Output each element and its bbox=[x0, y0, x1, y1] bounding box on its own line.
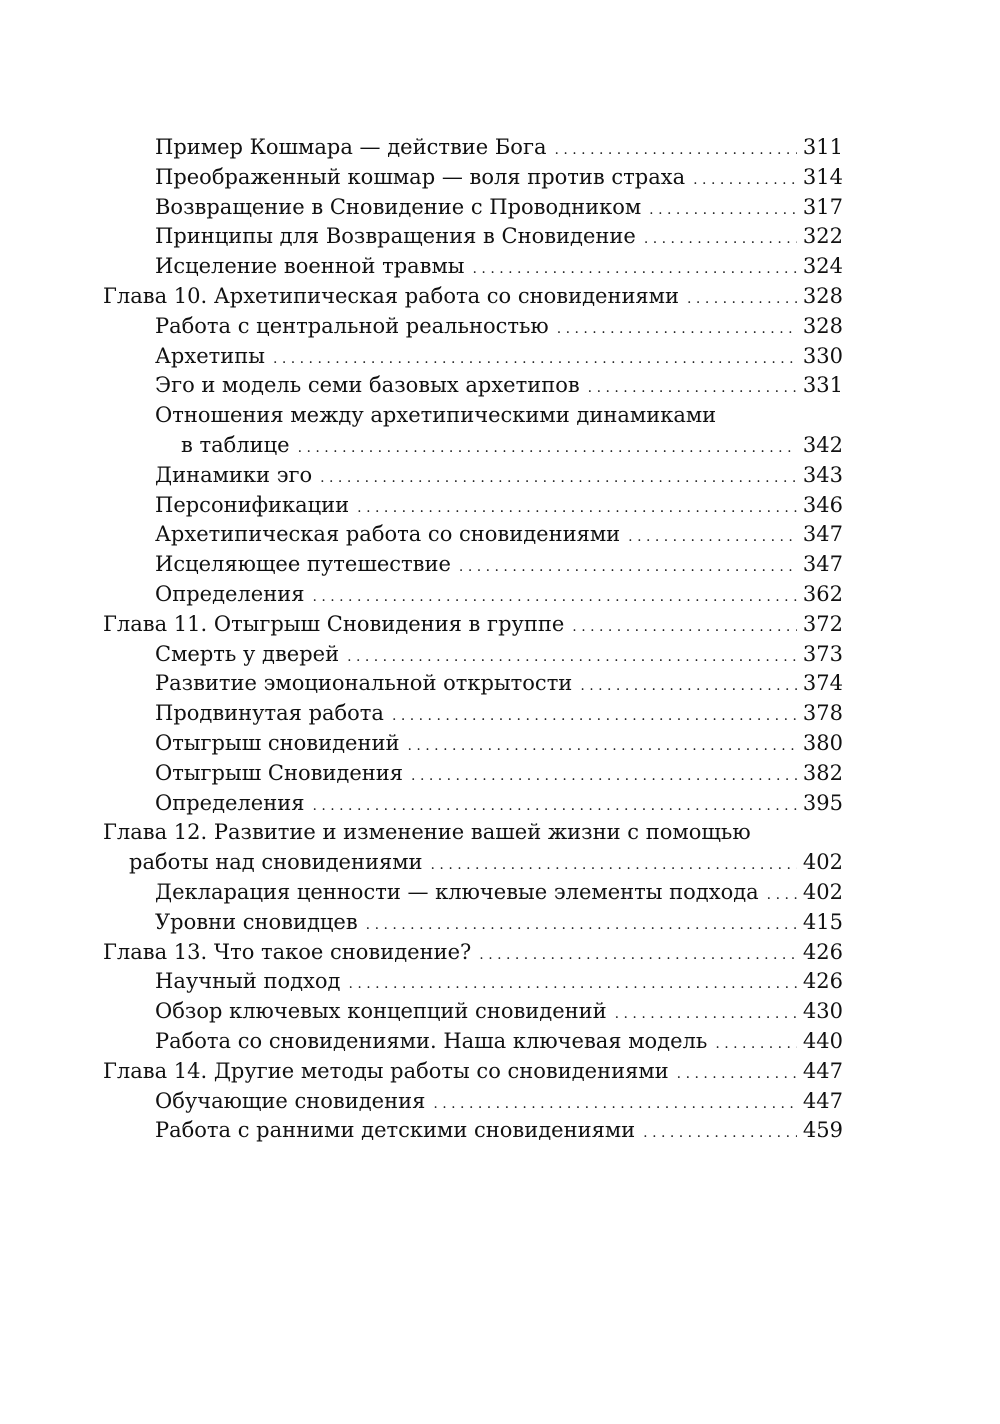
dot-leader bbox=[347, 640, 797, 673]
toc-entry-title: Глава 13. Что такое сновидение? bbox=[103, 939, 472, 964]
toc-section-entry bbox=[103, 491, 843, 521]
dot-leader bbox=[431, 848, 797, 881]
toc-entry-title: Глава 14. Другие методы работы со сновидениями bbox=[103, 1058, 669, 1083]
toc-section-entry bbox=[103, 967, 843, 997]
dot-leader bbox=[615, 997, 797, 1030]
toc-chapter-entry bbox=[103, 818, 843, 848]
toc-section-entry bbox=[103, 640, 843, 670]
toc-section-entry bbox=[103, 550, 843, 580]
toc-page-number: 362 bbox=[802, 581, 843, 606]
toc-chapter-entry bbox=[103, 1057, 843, 1087]
toc-page-number: 372 bbox=[802, 611, 843, 636]
dot-leader bbox=[580, 669, 797, 702]
toc-entry-title: Смерть у дверей bbox=[155, 641, 340, 666]
dot-leader bbox=[479, 938, 797, 971]
toc-page-number: 342 bbox=[802, 432, 843, 457]
dot-leader bbox=[407, 729, 796, 762]
dot-leader bbox=[357, 491, 797, 524]
toc-section-entry bbox=[103, 401, 843, 431]
toc-section-entry bbox=[103, 699, 843, 729]
toc-page-number: 440 bbox=[802, 1028, 843, 1053]
toc-entry-title: Преображенный кошмар — воля против страха bbox=[155, 164, 686, 189]
toc-section-entry bbox=[103, 431, 843, 461]
toc-page-number: 317 bbox=[802, 194, 843, 219]
toc-section-entry bbox=[103, 580, 843, 610]
toc-section-entry bbox=[103, 759, 843, 789]
toc-entry-title: Обучающие сновидения bbox=[155, 1088, 426, 1113]
toc-page-number: 343 bbox=[802, 462, 843, 487]
toc-section-entry bbox=[103, 729, 843, 759]
toc-entry-title: Архетипы bbox=[155, 343, 265, 368]
toc-page-number: 374 bbox=[802, 671, 843, 696]
toc-entry-title: Обзор ключевых концепций сновидений bbox=[155, 999, 607, 1024]
dot-leader bbox=[348, 967, 796, 1000]
toc-chapter-entry bbox=[103, 848, 843, 878]
toc-section-entry bbox=[103, 878, 843, 908]
toc-page-number: 447 bbox=[802, 1088, 843, 1113]
toc-page-number: 322 bbox=[802, 224, 843, 249]
toc-entry-title: Декларация ценности — ключевые элементы подхода bbox=[155, 879, 759, 904]
toc-section-entry bbox=[103, 461, 843, 491]
toc-entry-title: Эго и модель семи базовых архетипов bbox=[155, 373, 580, 398]
toc-section-entry bbox=[103, 312, 843, 342]
toc-entry-title: Архетипическая работа со сновидениями bbox=[155, 522, 621, 547]
toc-entry-title: Пример Кошмара — действие Бога bbox=[155, 135, 547, 159]
toc-page-number: 426 bbox=[802, 969, 843, 994]
toc-entry-title: Принципы для Возвращения в Сновидение bbox=[155, 224, 636, 249]
toc-page-number: 378 bbox=[802, 701, 843, 726]
toc-entry-title: Научный подход bbox=[155, 969, 341, 994]
toc-section-entry bbox=[103, 222, 843, 252]
dot-leader bbox=[366, 908, 797, 941]
toc-entry-title: Глава 11. Отыгрыш Сновидения в группе bbox=[103, 611, 565, 636]
toc-page-number: 346 bbox=[802, 492, 843, 517]
toc-section-entry bbox=[103, 252, 843, 282]
dot-leader bbox=[557, 312, 797, 345]
toc-page-number: 347 bbox=[802, 552, 843, 577]
toc-section-entry bbox=[103, 789, 843, 819]
toc-page-number: 314 bbox=[802, 164, 843, 189]
toc-page-number: 328 bbox=[802, 313, 843, 338]
dot-leader bbox=[459, 550, 797, 583]
toc-chapter-entry bbox=[103, 938, 843, 968]
dot-leader bbox=[643, 1116, 797, 1149]
toc-page-number: 324 bbox=[802, 254, 843, 279]
dot-leader bbox=[649, 193, 797, 226]
toc-entry-title: Развитие эмоциональной открытости bbox=[155, 671, 573, 696]
toc-section-entry bbox=[103, 371, 843, 401]
dot-leader bbox=[628, 520, 797, 553]
toc-section-entry bbox=[103, 1027, 843, 1057]
toc-page-number: 328 bbox=[802, 283, 843, 308]
toc-chapter-entry bbox=[103, 282, 843, 312]
toc-entry-title: Глава 10. Архетипическая работа со сновидениями bbox=[103, 283, 680, 308]
toc-page-number: 395 bbox=[802, 790, 843, 815]
toc-section-entry bbox=[103, 1116, 843, 1146]
toc-entry-title: Исцеление военной травмы bbox=[155, 254, 465, 279]
dot-leader bbox=[433, 1087, 797, 1120]
dot-leader bbox=[473, 252, 797, 285]
toc-entry-title: Отношения между архетипическими динамиками bbox=[155, 403, 717, 428]
dot-leader bbox=[715, 1027, 797, 1060]
toc-entry-title: Исцеляющее путешествие bbox=[155, 552, 451, 577]
dot-leader bbox=[320, 461, 797, 494]
toc-page-number: 402 bbox=[802, 850, 843, 875]
toc-page-number: 330 bbox=[802, 343, 843, 368]
dot-leader bbox=[554, 133, 796, 166]
toc-section-entry bbox=[103, 1087, 843, 1117]
toc-section-entry bbox=[103, 163, 843, 193]
toc-entry-title: Персонификации bbox=[155, 492, 350, 517]
dot-leader bbox=[677, 1057, 797, 1090]
toc-page-number: 331 bbox=[802, 373, 843, 398]
dot-leader bbox=[298, 431, 797, 464]
toc-entry-title: в таблице bbox=[181, 432, 290, 457]
dot-leader bbox=[312, 789, 796, 822]
dot-leader bbox=[588, 371, 797, 404]
toc-section-entry bbox=[103, 520, 843, 550]
dot-leader bbox=[273, 342, 797, 375]
toc-section-entry bbox=[103, 133, 843, 163]
toc-entry-title: Возвращение в Сновидение с Проводником bbox=[155, 194, 642, 219]
toc-page-number: 426 bbox=[802, 939, 843, 964]
toc-entry-title: работы над сновидениями bbox=[129, 850, 423, 875]
toc-entry-title: Определения bbox=[155, 790, 305, 815]
dot-leader bbox=[687, 282, 797, 315]
dot-leader bbox=[572, 610, 797, 643]
toc-entry-title: Отыгрыш Сновидения bbox=[155, 760, 404, 785]
toc-entry-title: Глава 12. Развитие и изменение вашей жизни с помощью bbox=[103, 820, 751, 845]
toc-section-entry bbox=[103, 342, 843, 372]
toc-page-number: 382 bbox=[802, 760, 843, 785]
toc-page-number: 447 bbox=[802, 1058, 843, 1083]
toc-page-number: 380 bbox=[802, 730, 843, 755]
toc-section-entry bbox=[103, 997, 843, 1027]
toc-entry-title: Динамики эго bbox=[155, 462, 313, 487]
dot-leader bbox=[312, 580, 796, 613]
dot-leader bbox=[767, 878, 797, 911]
toc-entry-title: Продвинутая работа bbox=[155, 701, 384, 726]
toc-entry-title: Работа с центральной реальностью bbox=[155, 313, 549, 338]
toc-page-number: 459 bbox=[802, 1118, 843, 1143]
dot-leader bbox=[693, 163, 797, 196]
toc-page-number: 415 bbox=[802, 909, 843, 934]
dot-leader bbox=[392, 699, 797, 732]
toc-section-entry bbox=[103, 908, 843, 938]
toc-section-entry bbox=[103, 193, 843, 223]
toc-page-number: 347 bbox=[802, 522, 843, 547]
toc-entry-title: Уровни сновидцев bbox=[155, 909, 358, 934]
dot-leader bbox=[644, 222, 797, 255]
toc-chapter-entry bbox=[103, 610, 843, 640]
toc-entry-title: Отыгрыш сновидений bbox=[155, 730, 400, 755]
toc-page-number: 402 bbox=[802, 879, 843, 904]
toc-entry-title: Работа со сновидениями. Наша ключевая модель bbox=[155, 1028, 708, 1053]
toc-page-number: 311 bbox=[802, 135, 843, 159]
toc-entry-title: Определения bbox=[155, 581, 305, 606]
toc-page-number: 373 bbox=[802, 641, 843, 666]
toc-page-number: 430 bbox=[802, 999, 843, 1024]
table-of-contents bbox=[103, 133, 843, 1146]
toc-section-entry bbox=[103, 669, 843, 699]
dot-leader bbox=[411, 759, 797, 792]
toc-entry-title: Работа с ранними детскими сновидениями bbox=[155, 1118, 636, 1143]
